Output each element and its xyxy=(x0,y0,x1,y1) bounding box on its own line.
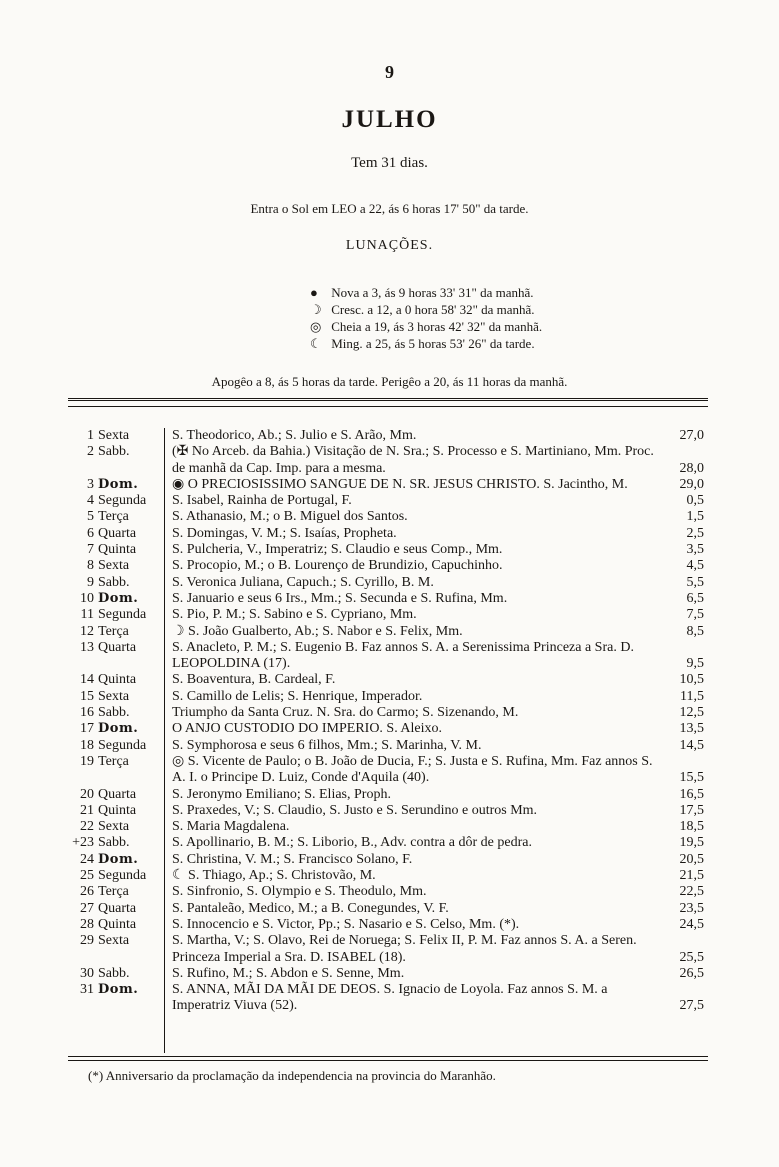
day-value: 7,5 xyxy=(686,607,704,623)
days-count-line: Tem 31 dias. xyxy=(351,155,428,171)
weekday: Sabb. xyxy=(98,574,130,590)
calendar-day-table xyxy=(70,428,704,1015)
day-description: S. Camillo de Lelis; S. Henrique, Imperador. xyxy=(172,688,423,704)
moon-phase-item xyxy=(310,335,542,352)
day-description: S. Pulcheria, V., Imperatriz; S. Claudio e seus Comp., Mm. xyxy=(172,542,503,558)
day-row xyxy=(70,591,704,607)
weekday: Sabb. xyxy=(98,835,130,851)
day-row xyxy=(70,738,704,754)
day-number: 13 xyxy=(80,639,94,655)
month-title: JULHO xyxy=(341,106,438,133)
weekday: Quinta xyxy=(98,802,137,818)
weekday: Terça xyxy=(98,884,129,900)
day-number: 29 xyxy=(80,933,94,949)
day-row xyxy=(70,672,704,688)
day-row xyxy=(70,509,704,525)
day-number: 9 xyxy=(87,574,94,590)
day-value: 27,5 xyxy=(679,998,704,1014)
day-description: S. Isabel, Rainha de Portugal, F. xyxy=(172,493,352,509)
day-number: 20 xyxy=(80,786,94,802)
day-number: 31 xyxy=(80,982,94,998)
day-row xyxy=(70,917,704,933)
day-number: 25 xyxy=(80,868,94,884)
day-row xyxy=(70,558,704,574)
day-row xyxy=(70,624,704,640)
day-row xyxy=(70,966,704,982)
day-description: ☽ S. João Gualberto, Ab.; S. Nabor e S. Felix, Mm. xyxy=(172,623,463,639)
day-value: 2,5 xyxy=(686,525,704,541)
weekday: Dom. xyxy=(98,851,139,867)
day-description: S. Procopio, M.; o B. Lourenço de Brundizio, Capuchinho. xyxy=(172,558,503,574)
weekday: Quinta xyxy=(98,542,137,558)
weekday: Segunda xyxy=(98,607,147,623)
day-row xyxy=(70,787,704,803)
day-value: 4,5 xyxy=(686,558,704,574)
day-description: O ANJO CUSTODIO DO IMPERIO. S. Aleixo. xyxy=(172,721,443,737)
footnote: (*) Anniversario da proclamação da independencia na provincia do Maranhão. xyxy=(88,1068,496,1083)
day-value: 28,0 xyxy=(679,460,704,476)
day-description: S. Symphorosa e seus 6 filhos, Mm.; S. Marinha, V. M. xyxy=(172,737,482,753)
day-number: 15 xyxy=(80,688,94,704)
day-description: S. Rufino, M.; S. Abdon e S. Senne, Mm. xyxy=(172,965,405,981)
day-value: 8,5 xyxy=(686,623,704,639)
day-row xyxy=(70,428,704,444)
day-number: 11 xyxy=(80,607,94,623)
page-number: 9 xyxy=(385,62,394,82)
day-description: S. Boaventura, B. Cardeal, F. xyxy=(172,672,336,688)
day-description: S. Praxedes, V.; S. Claudio, S. Justo e S. Serundino e outros Mm. xyxy=(172,802,538,818)
weekday: Terça xyxy=(98,623,129,639)
day-number: 12 xyxy=(80,623,94,639)
day-value: 16,5 xyxy=(679,786,704,802)
day-description: Triumpho da Santa Cruz. N. Sra. do Carmo; S. Sizenando, M. xyxy=(172,705,519,721)
day-value: 12,5 xyxy=(679,705,704,721)
day-number: 21 xyxy=(80,802,94,818)
table-bottom-rule xyxy=(68,1056,708,1057)
day-row xyxy=(70,477,704,493)
moon-phase-text: Ming. a 25, ás 5 horas 53' 26" da tarde. xyxy=(331,336,535,351)
day-value: 23,5 xyxy=(679,900,704,916)
day-value: 24,5 xyxy=(679,916,704,932)
weekday: Sexta xyxy=(98,558,130,574)
weekday: Segunda xyxy=(98,493,147,509)
day-description: S. Maria Magdalena. xyxy=(172,819,290,835)
day-value: 22,5 xyxy=(679,884,704,900)
weekday: Sexta xyxy=(98,933,130,949)
moon-phases-list xyxy=(310,284,542,352)
day-number: 2 xyxy=(87,444,94,460)
day-description: S. Anacleto, P. M.; S. Eugenio B. Faz annos S. A. a Serenissima Princeza a Sra. D. LEOPOLDINA (17). xyxy=(172,639,634,672)
day-row xyxy=(70,754,704,787)
moon-phase-item xyxy=(310,284,542,301)
day-value: 6,5 xyxy=(686,590,704,606)
day-row xyxy=(70,982,704,1015)
weekday: Dom. xyxy=(98,476,139,492)
day-number: 28 xyxy=(80,916,94,932)
day-value: 14,5 xyxy=(679,737,704,753)
day-description: S. Martha, V.; S. Olavo, Rei de Noruega; S. Felix II, P. M. Faz annos S. A. a Seren. Princeza Imperial a Sra. D. ISABEL (18). xyxy=(172,933,637,965)
day-number: 4 xyxy=(87,493,94,509)
day-row xyxy=(70,721,704,737)
weekday: Sabb. xyxy=(98,444,130,460)
day-value: 0,5 xyxy=(686,493,704,509)
moon-phase-item xyxy=(310,301,542,318)
day-description: S. Sinfronio, S. Olympio e S. Theodulo, Mm. xyxy=(172,884,427,900)
day-number: 27 xyxy=(80,900,94,916)
day-row xyxy=(70,689,704,705)
day-description: S. Domingas, V. M.; S. Isaías, Propheta. xyxy=(172,525,397,541)
day-number: 22 xyxy=(80,819,94,835)
weekday: Quarta xyxy=(98,525,137,541)
day-row xyxy=(70,705,704,721)
day-value: 3,5 xyxy=(686,542,704,558)
day-row xyxy=(70,933,704,966)
moon-phase-text: Nova a 3, ás 9 horas 33' 31" da manhã. xyxy=(331,285,534,300)
day-number: 10 xyxy=(80,590,94,606)
moon-phase-text: Cresc. a 12, a 0 hora 58' 32" da manhã. xyxy=(331,302,535,317)
day-description: S. Pio, P. M.; S. Sabino e S. Cypriano, Mm. xyxy=(172,607,417,623)
weekday: Sexta xyxy=(98,819,130,835)
day-description: S. ANNA, MÃI DA MÃI DE DEOS. S. Ignacio de Loyola. Faz annos S. M. a Imperatriz Viuva (52). xyxy=(172,982,608,1014)
weekday: Dom. xyxy=(98,721,139,737)
day-row xyxy=(70,607,704,623)
day-row xyxy=(70,852,704,868)
day-value: 19,5 xyxy=(679,835,704,851)
sun-entry-line: Entra o Sol em LEO a 22, ás 6 horas 17' 50" da tarde. xyxy=(250,201,529,216)
day-number: 6 xyxy=(87,525,94,541)
table-top-double-rule xyxy=(68,398,708,401)
table-top-rule xyxy=(68,406,708,407)
day-description: S. Athanasio, M.; o B. Miguel dos Santos. xyxy=(172,509,408,525)
day-description: S. Januario e seus 6 Irs., Mm.; S. Secunda e S. Rufina, Mm. xyxy=(172,590,508,606)
day-number: 30 xyxy=(80,965,94,981)
day-description: ☾ S. Thiago, Ap.; S. Christovão, M. xyxy=(172,868,376,884)
full-moon-icon: ◎ xyxy=(310,319,322,334)
day-row xyxy=(70,819,704,835)
weekday: Sexta xyxy=(98,688,130,704)
day-row xyxy=(70,526,704,542)
day-number: 16 xyxy=(80,705,94,721)
day-description: ◎ S. Vicente de Paulo; o B. João de Ducia, F.; S. Justa e S. Rufina, Mm. Faz annos S. A. I. o Principe D. Luiz, Conde d'Aquila (40). xyxy=(172,753,653,786)
day-value: 15,5 xyxy=(679,770,704,786)
weekday: Segunda xyxy=(98,868,147,884)
day-row xyxy=(70,542,704,558)
first-quarter-moon-icon: ☽ xyxy=(310,302,322,317)
day-number: 8 xyxy=(87,558,94,574)
weekday: Dom. xyxy=(98,982,139,998)
day-description: S. Veronica Juliana, Capuch.; S. Cyrillo, B. M. xyxy=(172,574,434,590)
weekday: Dom. xyxy=(98,590,139,606)
weekday: Quarta xyxy=(98,639,137,655)
day-row xyxy=(70,493,704,509)
day-value: 29,0 xyxy=(679,476,704,492)
day-number: 17 xyxy=(80,721,94,737)
day-value: 27,0 xyxy=(679,428,704,443)
day-value: 25,5 xyxy=(679,949,704,965)
day-value: 18,5 xyxy=(679,819,704,835)
day-description: ◉ O PRECIOSISSIMO SANGUE DE N. SR. JESUS CHRISTO. S. Jacintho, M. xyxy=(172,476,628,492)
weekday: Terça xyxy=(98,509,129,525)
moon-phase-text: Cheia a 19, ás 3 horas 42' 32" da manhã. xyxy=(331,319,543,334)
weekday: Sexta xyxy=(98,428,130,443)
weekday: Terça xyxy=(98,753,129,769)
day-number: 7 xyxy=(87,542,94,558)
day-number: 18 xyxy=(80,737,94,753)
day-number: 14 xyxy=(80,672,94,688)
day-value: 13,5 xyxy=(679,721,704,737)
day-value: 11,5 xyxy=(680,688,704,704)
day-row xyxy=(70,444,704,477)
day-description: S. Christina, V. M.; S. Francisco Solano, F. xyxy=(172,851,413,867)
day-description: S. Apollinario, B. M.; S. Liborio, B., Adv. contra a dôr de pedra. xyxy=(172,835,532,851)
day-value: 21,5 xyxy=(679,868,704,884)
day-value: 26,5 xyxy=(679,965,704,981)
day-number: 3 xyxy=(87,476,94,492)
lunations-heading: LUNAÇÕES. xyxy=(345,238,434,253)
day-description: S. Innocencio e S. Victor, Pp.; S. Nasario e S. Celso, Mm. (*). xyxy=(172,916,520,932)
weekday: Quinta xyxy=(98,916,137,932)
moon-phase-item xyxy=(310,318,542,335)
day-number: 1 xyxy=(87,428,94,443)
day-number: 19 xyxy=(80,753,94,769)
day-description: S. Jeronymo Emiliano; S. Elias, Proph. xyxy=(172,786,391,802)
weekday: Quinta xyxy=(98,672,137,688)
day-number: +23 xyxy=(72,835,94,851)
weekday: Sabb. xyxy=(98,705,130,721)
day-row xyxy=(70,640,704,673)
day-description: (✠ No Arceb. da Bahia.) Visitação de N. Sra.; S. Processo e S. Martiniano, Mm. Proc. de manhã da Cap. Imp. para a mesma. xyxy=(172,444,654,476)
day-value: 1,5 xyxy=(686,509,704,525)
day-description: S. Theodorico, Ab.; S. Julio e S. Arão, Mm. xyxy=(172,428,417,443)
day-value: 17,5 xyxy=(679,802,704,818)
day-value: 10,5 xyxy=(679,672,704,688)
last-quarter-moon-icon: ☾ xyxy=(310,336,322,351)
weekday: Quarta xyxy=(98,786,137,802)
weekday: Segunda xyxy=(98,737,147,753)
day-row xyxy=(70,575,704,591)
day-number: 24 xyxy=(80,851,94,867)
weekday: Sabb. xyxy=(98,965,130,981)
day-description: S. Pantaleão, Medico, M.; a B. Conegundes, V. F. xyxy=(172,900,449,916)
day-row xyxy=(70,884,704,900)
new-moon-icon: ● xyxy=(310,285,318,300)
day-row xyxy=(70,835,704,851)
day-row xyxy=(70,901,704,917)
day-row xyxy=(70,868,704,884)
day-number: 5 xyxy=(87,509,94,525)
day-value: 5,5 xyxy=(686,574,704,590)
day-value: 20,5 xyxy=(679,851,704,867)
weekday: Quarta xyxy=(98,900,137,916)
day-row xyxy=(70,803,704,819)
day-number: 26 xyxy=(80,884,94,900)
table-bottom-rule-2 xyxy=(68,1060,708,1061)
day-value: 9,5 xyxy=(686,656,704,672)
apogee-perigee-line: Apogêo a 8, ás 5 horas da tarde. Perigêo a 20, ás 11 horas da manhã. xyxy=(211,374,568,389)
